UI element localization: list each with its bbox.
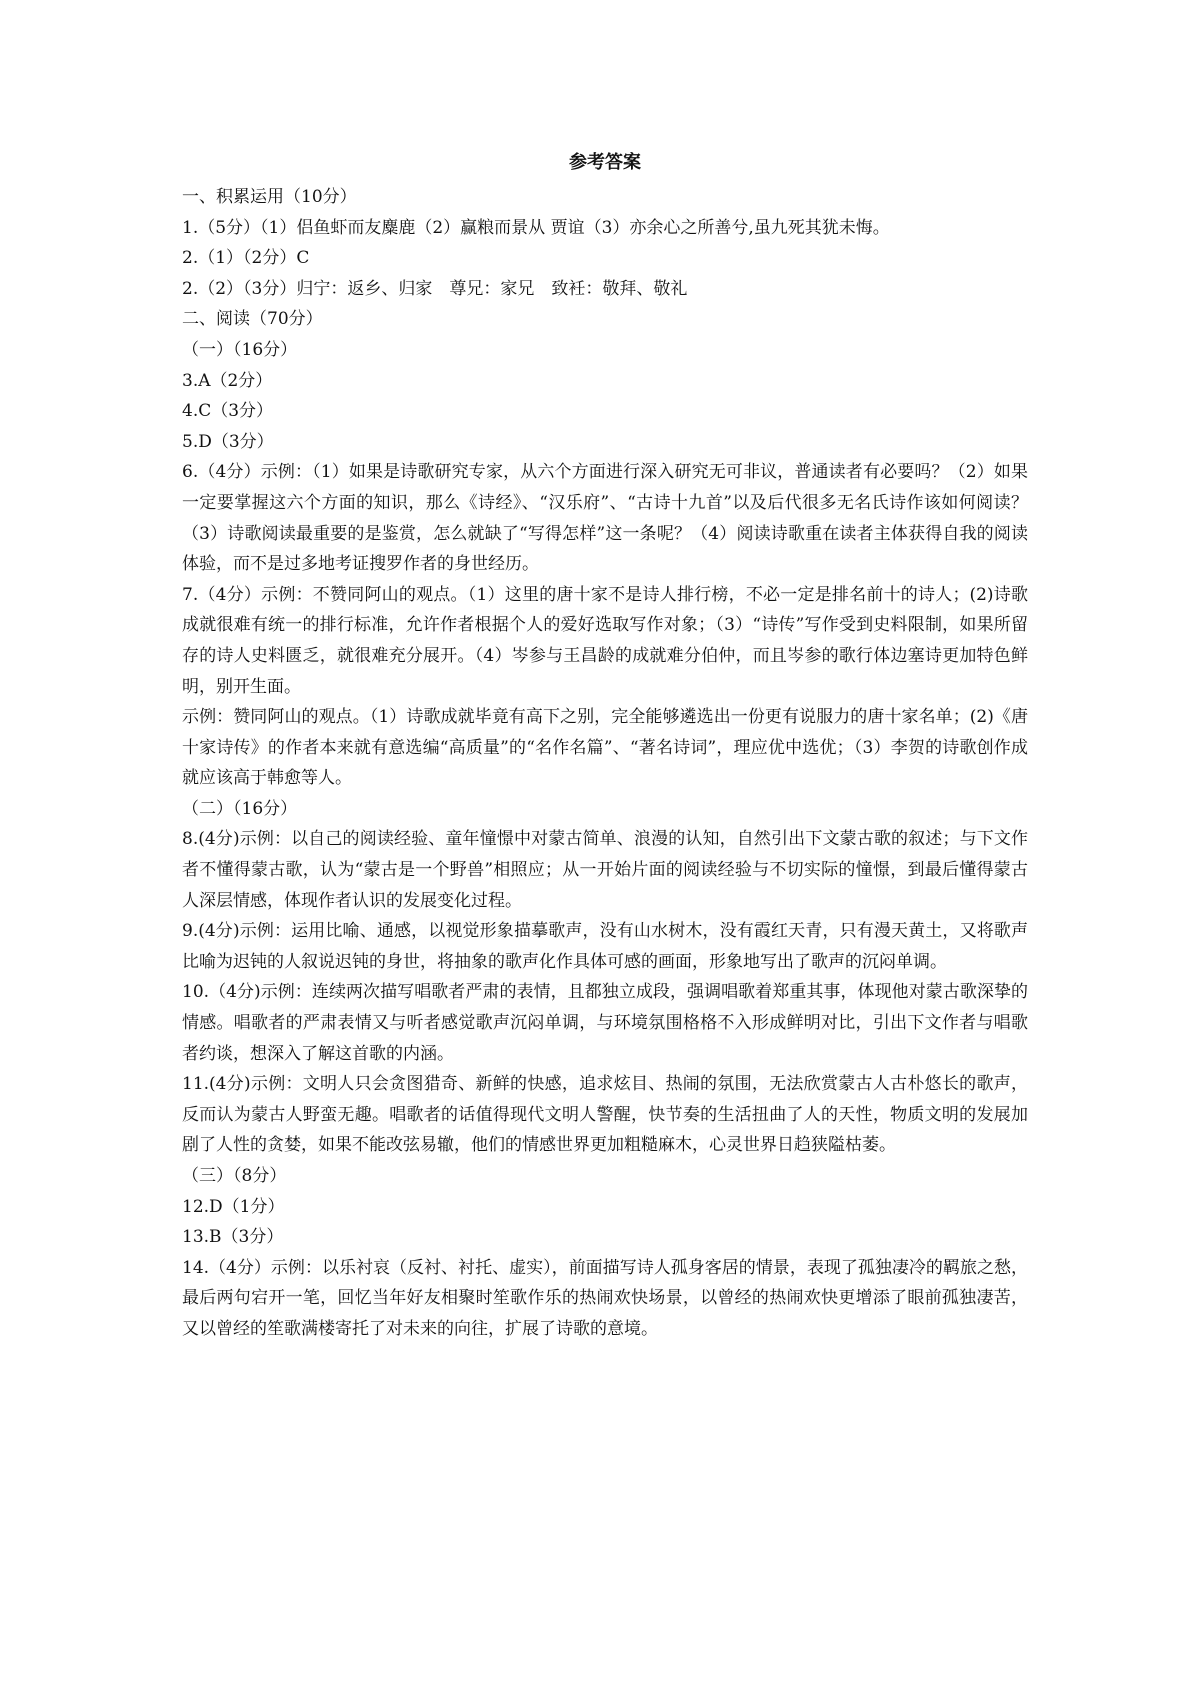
answer-13: 13.B（3分） <box>182 1227 284 1248</box>
answer-10: 10.（4分)示例：连续两次描写唱歌者严肃的表情，且都独立成段，强调唱歌着郑重其事，体现他对蒙古歌深挚的情感。唱歌者的严肃表情又与听者感觉歌声沉闷单调，与环境氛围格格不入形成鲜明对比，引出下文作者与唱歌者约谈，想深入了解这首歌的内涵。 <box>182 982 1028 1064</box>
section-heading-1: 一、积累运用（10分） <box>182 187 357 207</box>
answer-7-alt: 示例：赞同阿山的观点。（1）诗歌成就毕竟有高下之别，完全能够遴选出一份更有说服力的唐十家名单；(2)《唐十家诗传》的作者本来就有意选编“高质量”的“名作名篇”、“著名诗词”，理应优中选优；（3）李贺的诗歌创作成就应该高于韩愈等人。 <box>182 707 1028 789</box>
section-heading-2: 二、阅读（70分） <box>182 309 323 330</box>
subsection-heading-1: （一）（16分） <box>182 339 298 360</box>
answer-6: 6.（4分）示例：（1）如果是诗歌研究专家，从六个方面进行深入研究无可非议，普通读者有必要吗？（2）如果一定要掌握这六个方面的知识，那么《诗经》、“汉乐府”、“古诗十九首”以及后代很多无名氏诗作该如何阅读？（3）诗歌阅读最重要的是鉴赏，怎么就缺了“写得怎样”这一条呢？（4）阅读诗歌重在读者主体获得自我的阅读体验，而不是过多地考证搜罗作者的身世经历。 <box>182 462 1028 575</box>
answer-4: 4.C（3分） <box>182 401 274 422</box>
answer-2-1: 2.（1）（2分）C <box>182 248 310 269</box>
answer-7: 7.（4分）示例：不赞同阿山的观点。（1）这里的唐十家不是诗人排行榜，不必一定是排名前十的诗人；(2)诗歌成就很难有统一的排行标准，允许作者根据个人的爱好选取写作对象；（3）“诗传”写作受到史料限制，如果所留存的诗人史料匮乏，就很难充分展开。（4）岑参与王昌龄的成就难分伯仲，而且岑参的歌行体边塞诗更加特色鲜明，别开生面。 <box>182 584 1028 697</box>
subsection-heading-2: （二）（16分） <box>182 798 298 819</box>
answer-8: 8.(4分)示例：以自己的阅读经验、童年憧憬中对蒙古简单、浪漫的认知，自然引出下文蒙古歌的叙述；与下文作者不懂得蒙古歌，认为“蒙古是一个野兽”相照应；从一开始片面的阅读经验与不切实际的憧憬，到最后懂得蒙古人深层情感，体现作者认识的发展变化过程。 <box>182 829 1028 911</box>
answer-1: 1.（5分）（1）侣鱼虾而友麋鹿（2）赢粮而景从 贾谊（3）亦余心之所善兮,虽九死其犹未悔。 <box>182 217 890 238</box>
answer-key-page <box>182 148 1028 1345</box>
subsection-heading-3: （三）（8分） <box>182 1166 287 1186</box>
answer-5: 5.D（3分） <box>182 431 274 452</box>
page-title: 参考答案 <box>569 152 641 173</box>
answer-9: 9.(4分)示例：运用比喻、通感，以视觉形象描摹歌声，没有山水树木，没有霞红天青，只有漫天黄土，又将歌声比喻为迟钝的人叙说迟钝的身世，将抽象的歌声化作具体可感的画面，形象地写出了歌声的沉闷单调。 <box>182 921 1028 972</box>
answer-12: 12.D（1分） <box>182 1196 285 1217</box>
answer-3: 3.A（2分） <box>182 370 273 391</box>
answer-2-2: 2.（2）（3分）归宁：返乡、归家 尊兄：家兄 致衽：敬拜、敬礼 <box>182 278 688 299</box>
answer-14: 14.（4分）示例：以乐衬哀（反衬、衬托、虚实），前面描写诗人孤身客居的情景，表现了孤独凄冷的羁旅之愁，最后两句宕开一笔，回忆当年好友相聚时笙歌作乐的热闹欢快场景，以曾经的热闹欢快更增添了眼前孤独凄苦，又以曾经的笙歌满楼寄托了对未来的向往，扩展了诗歌的意境。 <box>182 1257 1028 1339</box>
answer-11: 11.(4分)示例：文明人只会贪图猎奇、新鲜的快感，追求炫目、热闹的氛围，无法欣赏蒙古人古朴悠长的歌声，反而认为蒙古人野蛮无趣。唱歌者的话值得现代文明人警醒，快节奏的生活扭曲了人的天性，物质文明的发展加剧了人性的贪婪，如果不能改弦易辙，他们的情感世界更加粗糙麻木，心灵世界日趋狭隘枯萎。 <box>182 1074 1028 1156</box>
